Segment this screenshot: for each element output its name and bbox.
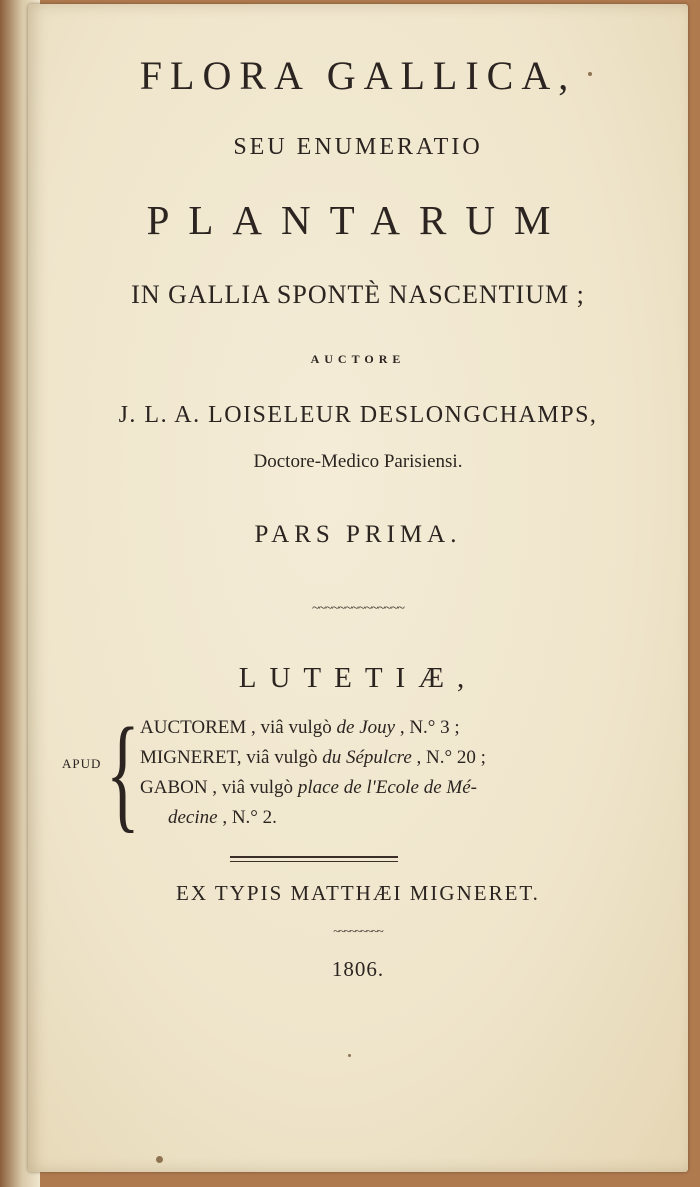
address-line — [140, 777, 477, 799]
place-of-publication: LUTETIÆ, — [238, 662, 478, 694]
subtitle-plantarum: PLANTARUM — [146, 197, 570, 243]
foxing-spot — [588, 72, 592, 76]
printer-line: EX TYPIS MATTHÆI MIGNERET. — [176, 881, 540, 905]
brace-icon: { — [106, 702, 140, 844]
auctore-label: AUCTORE — [310, 352, 406, 366]
publisher-name: MIGNERET, viâ vulgò — [140, 747, 323, 768]
double-rule — [230, 856, 398, 858]
address-line — [168, 807, 277, 829]
foxing-spot — [348, 1054, 351, 1057]
street-name: place de l'Ecole de Mé- — [297, 777, 478, 798]
subtitle: SEU ENUMERATIO — [233, 134, 483, 160]
street-number: , N.° 20 ; — [411, 747, 486, 768]
part-label: PARS PRIMA. — [254, 521, 462, 548]
street-name: de Jouy — [336, 717, 396, 738]
double-rule-lower — [230, 861, 398, 862]
address-line — [140, 717, 460, 739]
street-number: , N.° 2. — [217, 807, 277, 828]
author-name: J. L. A. LOISELEUR DESLONGCHAMPS, — [118, 402, 598, 428]
foxing-spot — [156, 1156, 163, 1163]
apud-label: APUD — [62, 756, 102, 771]
author-title: Doctore-Medico Parisiensi. — [253, 451, 463, 472]
book-title: FLORA GALLICA, — [139, 53, 577, 98]
ornament-rule: ~~~~~~~~~~~~~~ — [311, 601, 405, 616]
publication-year: 1806. — [331, 957, 385, 981]
publisher-name: AUCTOREM , viâ vulgò — [140, 717, 337, 738]
ornament-rule-small: ~~~~~~~~~ — [333, 924, 383, 938]
address-line — [140, 747, 486, 769]
title-page — [28, 4, 688, 1172]
publisher-name: GABON , viâ vulgò — [140, 777, 298, 798]
subtitle-in-gallia: IN GALLIA SPONTÈ NASCENTIUM ; — [131, 280, 585, 309]
street-name: du Sépulcre — [322, 747, 412, 768]
street-number: , N.° 3 ; — [395, 717, 460, 738]
street-name: decine — [168, 807, 218, 828]
